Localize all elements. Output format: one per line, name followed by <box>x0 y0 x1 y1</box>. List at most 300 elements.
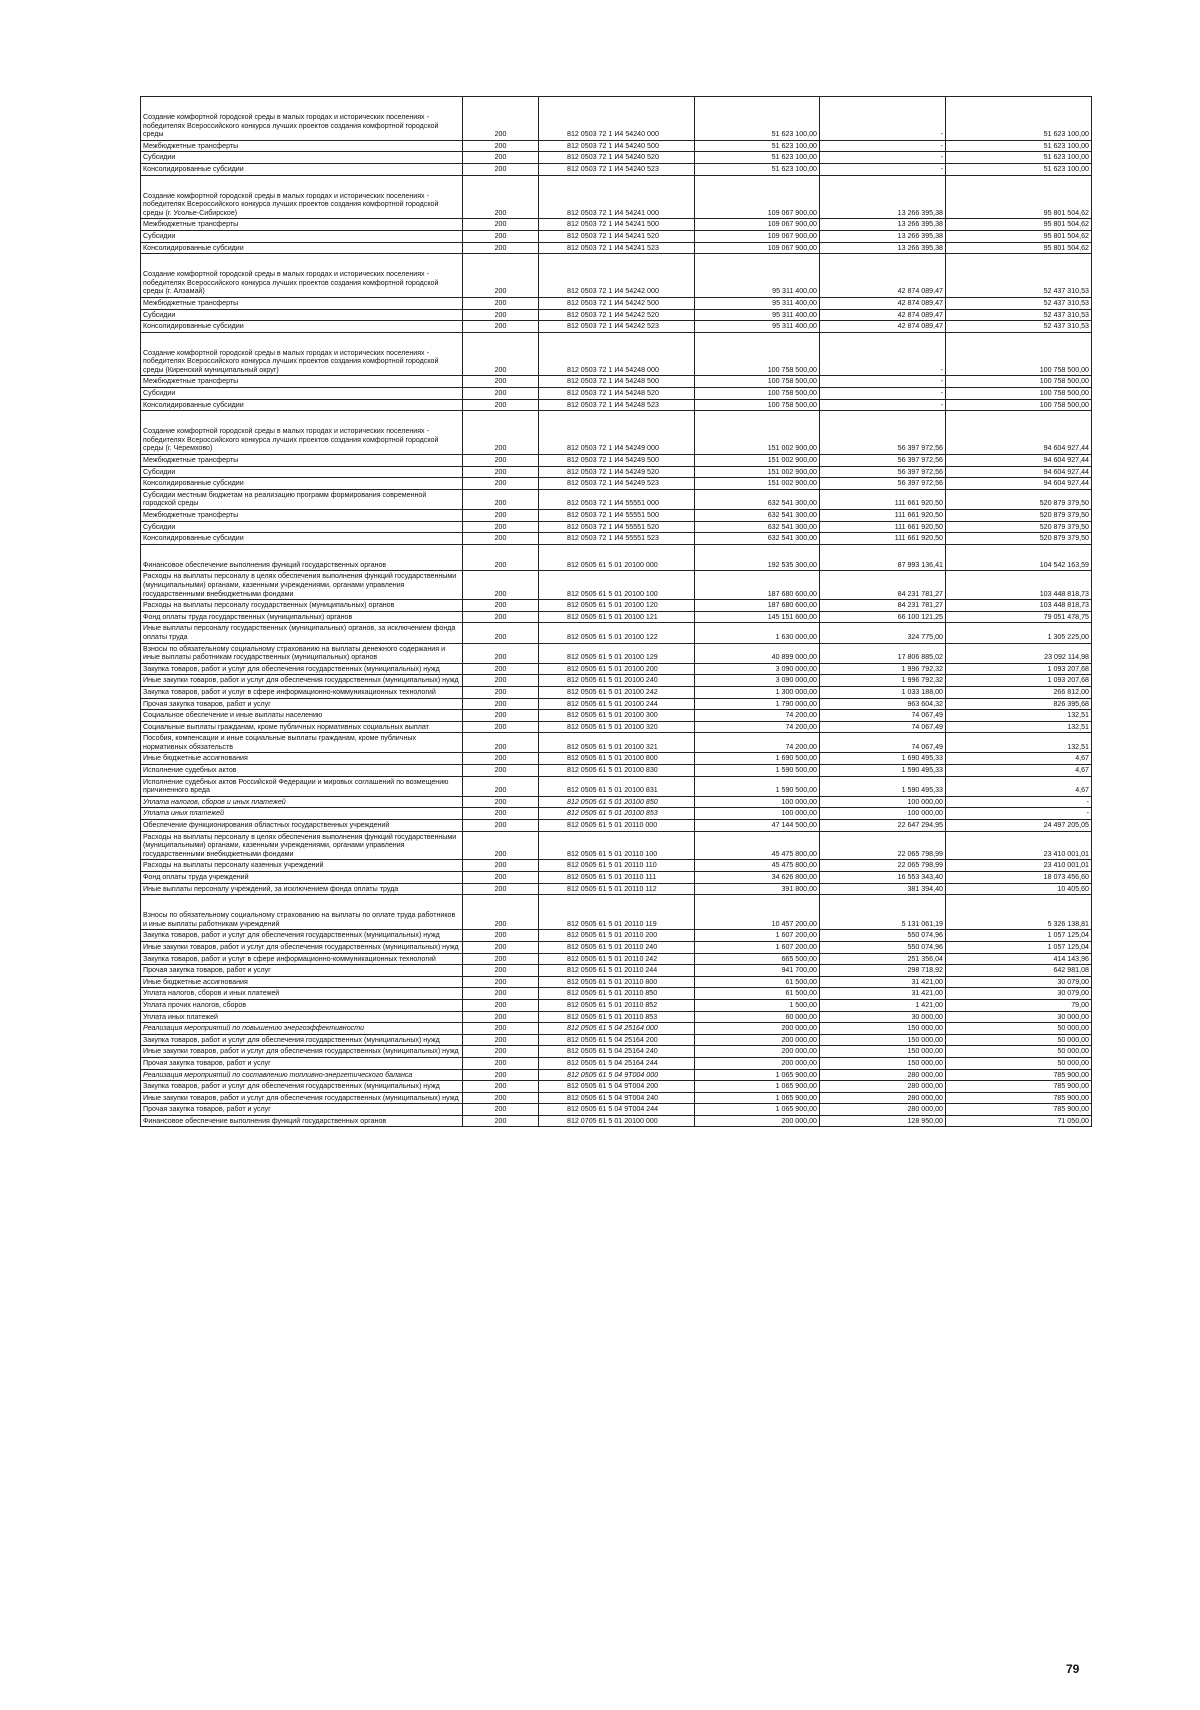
row-approved: 61 500,00 <box>695 976 820 988</box>
row-name: Создание комфортной городской среды в малых городах и исторических поселениях - победителях Всероссийского конкурса лучших проектов создания комфортной городской среды (г. Черемхово) <box>141 411 463 455</box>
row-unexecuted: 10 405,60 <box>946 883 1092 895</box>
row-name: Субсидии <box>141 521 463 533</box>
row-unexecuted: 520 879 379,50 <box>946 489 1092 509</box>
row-line-code: 200 <box>463 242 539 254</box>
table-row <box>141 733 1092 753</box>
row-executed: 30 000,00 <box>820 1011 946 1023</box>
row-unexecuted: 24 497 205,05 <box>946 820 1092 832</box>
row-approved: 941 700,00 <box>695 965 820 977</box>
row-unexecuted: 50 000,00 <box>946 1023 1092 1035</box>
row-budget-code: 812 0505 61 5 04 25164 244 <box>539 1057 695 1069</box>
row-line-code: 200 <box>463 675 539 687</box>
row-approved: 151 002 900,00 <box>695 411 820 455</box>
table-row <box>141 1081 1092 1093</box>
row-budget-code: 812 0503 72 1 И4 54240 000 <box>539 97 695 141</box>
row-name: Расходы на выплаты персоналу в целях обеспечения выполнения функций государственными (муниципальными) органами, казенными учреждениями, органами управления государственными внебюджетными фондами <box>141 571 463 600</box>
row-unexecuted: 4,67 <box>946 776 1092 796</box>
row-approved: 100 758 500,00 <box>695 332 820 376</box>
row-executed: 13 266 395,38 <box>820 230 946 242</box>
row-unexecuted: 103 448 818,73 <box>946 600 1092 612</box>
row-unexecuted: 1 057 125,04 <box>946 930 1092 942</box>
row-unexecuted: 51 623 100,00 <box>946 97 1092 141</box>
row-name: Взносы по обязательному социальному страхованию на выплаты по оплате труда работников и иные выплаты работникам учреждений <box>141 895 463 930</box>
row-executed: 251 356,04 <box>820 953 946 965</box>
row-executed: 1 590 495,33 <box>820 765 946 777</box>
row-line-code: 200 <box>463 1046 539 1058</box>
row-approved: 151 002 900,00 <box>695 478 820 490</box>
row-budget-code: 812 0505 61 5 01 20110 242 <box>539 953 695 965</box>
row-unexecuted: 104 542 163,59 <box>946 544 1092 571</box>
row-unexecuted: 30 079,00 <box>946 976 1092 988</box>
row-approved: 95 311 400,00 <box>695 297 820 309</box>
row-unexecuted: 785 900,00 <box>946 1081 1092 1093</box>
row-executed: 42 874 089,47 <box>820 309 946 321</box>
table-row <box>141 411 1092 455</box>
row-name: Прочая закупка товаров, работ и услуг <box>141 1104 463 1116</box>
row-unexecuted: 1 305 225,00 <box>946 623 1092 643</box>
row-approved: 10 457 200,00 <box>695 895 820 930</box>
row-name: Социальные выплаты гражданам, кроме публичных нормативных социальных выплат <box>141 721 463 733</box>
row-name: Обеспечение функционирования областных государственных учреждений <box>141 820 463 832</box>
row-budget-code: 812 0505 61 5 01 20100 800 <box>539 753 695 765</box>
table-row <box>141 321 1092 333</box>
row-budget-code: 812 0505 61 5 04 9Т004 000 <box>539 1069 695 1081</box>
row-budget-code: 812 0503 72 1 И4 54242 523 <box>539 321 695 333</box>
row-budget-code: 812 0705 61 5 01 20100 000 <box>539 1115 695 1127</box>
row-unexecuted: 94 604 927,44 <box>946 478 1092 490</box>
row-unexecuted: 50 000,00 <box>946 1057 1092 1069</box>
row-approved: 200 000,00 <box>695 1023 820 1035</box>
table-row <box>141 140 1092 152</box>
row-budget-code: 812 0505 61 5 01 20110 112 <box>539 883 695 895</box>
row-unexecuted: 50 000,00 <box>946 1046 1092 1058</box>
row-name: Консолидированные субсидии <box>141 533 463 545</box>
row-line-code: 200 <box>463 466 539 478</box>
row-executed: - <box>820 388 946 400</box>
row-approved: 1 790 000,00 <box>695 698 820 710</box>
row-name: Фонд оплаты труда государственных (муниципальных) органов <box>141 611 463 623</box>
row-name: Уплата налогов, сборов и иных платежей <box>141 988 463 1000</box>
row-line-code: 200 <box>463 860 539 872</box>
row-name: Консолидированные субсидии <box>141 478 463 490</box>
row-unexecuted: 1 093 207,68 <box>946 675 1092 687</box>
row-budget-code: 812 0503 72 1 И4 54248 523 <box>539 399 695 411</box>
row-budget-code: 812 0505 61 5 01 20100 122 <box>539 623 695 643</box>
row-approved: 1 065 900,00 <box>695 1081 820 1093</box>
row-name: Уплата иных платежей <box>141 808 463 820</box>
row-executed: - <box>820 399 946 411</box>
row-line-code: 200 <box>463 376 539 388</box>
row-line-code: 200 <box>463 297 539 309</box>
table-row <box>141 297 1092 309</box>
row-executed: 111 661 920,50 <box>820 521 946 533</box>
table-body <box>141 97 1092 1127</box>
row-approved: 51 623 100,00 <box>695 140 820 152</box>
row-budget-code: 812 0505 61 5 01 20110 111 <box>539 872 695 884</box>
row-line-code: 200 <box>463 721 539 733</box>
row-budget-code: 812 0503 72 1 И4 54248 520 <box>539 388 695 400</box>
row-approved: 74 200,00 <box>695 733 820 753</box>
row-approved: 3 090 000,00 <box>695 675 820 687</box>
row-executed: 56 397 972,56 <box>820 478 946 490</box>
row-line-code: 200 <box>463 533 539 545</box>
row-approved: 74 200,00 <box>695 721 820 733</box>
row-executed: 42 874 089,47 <box>820 297 946 309</box>
table-row <box>141 808 1092 820</box>
row-line-code: 200 <box>463 831 539 860</box>
row-approved: 1 607 200,00 <box>695 941 820 953</box>
table-row <box>141 533 1092 545</box>
row-name: Создание комфортной городской среды в малых городах и исторических поселениях - победителях Всероссийского конкурса лучших проектов создания комфортной городской среды (г. Усолье-Сибирское) <box>141 175 463 219</box>
row-approved: 1 690 500,00 <box>695 753 820 765</box>
row-line-code: 200 <box>463 309 539 321</box>
table-row <box>141 643 1092 663</box>
row-line-code: 200 <box>463 521 539 533</box>
row-line-code: 200 <box>463 623 539 643</box>
row-unexecuted: - <box>946 808 1092 820</box>
row-line-code: 200 <box>463 1115 539 1127</box>
row-budget-code: 812 0505 61 5 01 20110 110 <box>539 860 695 872</box>
row-unexecuted: 4,67 <box>946 765 1092 777</box>
row-executed: 963 604,32 <box>820 698 946 710</box>
row-budget-code: 812 0503 72 1 И4 54249 523 <box>539 478 695 490</box>
table-row <box>141 796 1092 808</box>
row-approved: 100 758 500,00 <box>695 399 820 411</box>
row-line-code: 200 <box>463 753 539 765</box>
row-name: Межбюджетные трансферты <box>141 297 463 309</box>
row-approved: 109 067 900,00 <box>695 242 820 254</box>
row-executed: 128 950,00 <box>820 1115 946 1127</box>
table-row <box>141 1011 1092 1023</box>
row-executed: - <box>820 140 946 152</box>
table-row <box>141 883 1092 895</box>
table-row <box>141 399 1092 411</box>
table-row <box>141 686 1092 698</box>
row-unexecuted: 5 326 138,81 <box>946 895 1092 930</box>
row-name: Уплата налогов, сборов и иных платежей <box>141 796 463 808</box>
row-budget-code: 812 0505 61 5 01 20110 852 <box>539 999 695 1011</box>
row-budget-code: 812 0505 61 5 01 20100 321 <box>539 733 695 753</box>
row-executed: 87 993 136,41 <box>820 544 946 571</box>
row-unexecuted: 1 093 207,68 <box>946 663 1092 675</box>
row-approved: 100 000,00 <box>695 796 820 808</box>
row-budget-code: 812 0505 61 5 01 20100 830 <box>539 765 695 777</box>
row-line-code: 200 <box>463 765 539 777</box>
row-executed: - <box>820 163 946 175</box>
table-row <box>141 242 1092 254</box>
row-unexecuted: 100 758 500,00 <box>946 388 1092 400</box>
row-budget-code: 812 0505 61 5 01 20100 121 <box>539 611 695 623</box>
row-executed: 17 806 885,02 <box>820 643 946 663</box>
row-unexecuted: 4,67 <box>946 753 1092 765</box>
row-approved: 1 065 900,00 <box>695 1104 820 1116</box>
row-name: Пособия, компенсации и иные социальные выплаты гражданам, кроме публичных нормативных обязательств <box>141 733 463 753</box>
row-approved: 1 630 000,00 <box>695 623 820 643</box>
row-budget-code: 812 0505 61 5 01 20100 850 <box>539 796 695 808</box>
row-budget-code: 812 0505 61 5 04 25164 240 <box>539 1046 695 1058</box>
row-executed: 324 775,00 <box>820 623 946 643</box>
row-name: Межбюджетные трансферты <box>141 455 463 467</box>
row-unexecuted: 1 057 125,04 <box>946 941 1092 953</box>
table-row <box>141 1092 1092 1104</box>
row-executed: 550 074,96 <box>820 930 946 942</box>
row-line-code: 200 <box>463 97 539 141</box>
row-name: Реализация мероприятий по повышению энергоэффективности <box>141 1023 463 1035</box>
table-row <box>141 895 1092 930</box>
table-row <box>141 872 1092 884</box>
row-unexecuted: 95 801 504,62 <box>946 242 1092 254</box>
row-budget-code: 812 0505 61 5 01 20110 853 <box>539 1011 695 1023</box>
row-budget-code: 812 0503 72 1 И4 54242 500 <box>539 297 695 309</box>
row-unexecuted: 23 410 001,01 <box>946 860 1092 872</box>
row-executed: 31 421,00 <box>820 976 946 988</box>
row-unexecuted: 94 604 927,44 <box>946 466 1092 478</box>
row-executed: 280 000,00 <box>820 1069 946 1081</box>
table-row <box>141 376 1092 388</box>
row-unexecuted: 100 758 500,00 <box>946 399 1092 411</box>
table-row <box>141 219 1092 231</box>
row-name: Взносы по обязательному социальному страхованию на выплаты денежного содержания и иные выплаты работникам государственных (муниципальных) органов <box>141 643 463 663</box>
row-unexecuted: 71 050,00 <box>946 1115 1092 1127</box>
row-approved: 95 311 400,00 <box>695 321 820 333</box>
row-unexecuted: 51 623 100,00 <box>946 163 1092 175</box>
table-row <box>141 254 1092 298</box>
row-line-code: 200 <box>463 455 539 467</box>
table-row <box>141 698 1092 710</box>
row-executed: 111 661 920,50 <box>820 489 946 509</box>
row-executed: 150 000,00 <box>820 1034 946 1046</box>
row-executed: 150 000,00 <box>820 1046 946 1058</box>
table-row <box>141 753 1092 765</box>
row-budget-code: 812 0505 61 5 01 20100 120 <box>539 600 695 612</box>
row-approved: 45 475 800,00 <box>695 860 820 872</box>
row-name: Иные закупки товаров, работ и услуг для обеспечения государственных (муниципальных) нужд <box>141 675 463 687</box>
table-row <box>141 600 1092 612</box>
row-approved: 1 065 900,00 <box>695 1092 820 1104</box>
row-line-code: 200 <box>463 808 539 820</box>
row-unexecuted: 52 437 310,53 <box>946 321 1092 333</box>
row-line-code: 200 <box>463 776 539 796</box>
table-row <box>141 999 1092 1011</box>
row-budget-code: 812 0505 61 5 04 9Т004 240 <box>539 1092 695 1104</box>
row-budget-code: 812 0505 61 5 01 20100 129 <box>539 643 695 663</box>
row-approved: 100 758 500,00 <box>695 376 820 388</box>
row-approved: 200 000,00 <box>695 1115 820 1127</box>
table-row <box>141 332 1092 376</box>
row-executed: 111 661 920,50 <box>820 533 946 545</box>
row-budget-code: 812 0505 61 5 01 20100 320 <box>539 721 695 733</box>
row-approved: 632 541 300,00 <box>695 521 820 533</box>
row-budget-code: 812 0505 61 5 01 20100 100 <box>539 571 695 600</box>
row-executed: 100 000,00 <box>820 796 946 808</box>
table-row <box>141 663 1092 675</box>
row-name: Закупка товаров, работ и услуг для обеспечения государственных (муниципальных) нужд <box>141 1081 463 1093</box>
row-budget-code: 812 0505 61 5 01 20100 200 <box>539 663 695 675</box>
row-line-code: 200 <box>463 1011 539 1023</box>
row-line-code: 200 <box>463 230 539 242</box>
row-executed: 22 065 798,99 <box>820 831 946 860</box>
row-approved: 45 475 800,00 <box>695 831 820 860</box>
row-approved: 665 500,00 <box>695 953 820 965</box>
row-budget-code: 812 0503 72 1 И4 54249 000 <box>539 411 695 455</box>
table-row <box>141 466 1092 478</box>
row-budget-code: 812 0503 72 1 И4 54249 500 <box>539 455 695 467</box>
row-executed: 66 100 121,25 <box>820 611 946 623</box>
row-line-code: 200 <box>463 930 539 942</box>
row-budget-code: 812 0505 61 5 01 20100 300 <box>539 710 695 722</box>
row-unexecuted: 18 073 456,60 <box>946 872 1092 884</box>
row-unexecuted: 51 623 100,00 <box>946 140 1092 152</box>
row-executed: 298 718,92 <box>820 965 946 977</box>
row-approved: 34 626 800,00 <box>695 872 820 884</box>
row-executed: 150 000,00 <box>820 1023 946 1035</box>
table-row <box>141 544 1092 571</box>
row-approved: 109 067 900,00 <box>695 230 820 242</box>
table-row <box>141 988 1092 1000</box>
row-approved: 95 311 400,00 <box>695 254 820 298</box>
row-name: Иные бюджетные ассигнования <box>141 753 463 765</box>
row-unexecuted: 52 437 310,53 <box>946 297 1092 309</box>
row-name: Иные закупки товаров, работ и услуг для обеспечения государственных (муниципальных) нужд <box>141 1046 463 1058</box>
row-approved: 200 000,00 <box>695 1057 820 1069</box>
row-unexecuted: 95 801 504,62 <box>946 219 1092 231</box>
row-line-code: 200 <box>463 872 539 884</box>
row-approved: 100 758 500,00 <box>695 388 820 400</box>
row-approved: 151 002 900,00 <box>695 455 820 467</box>
row-line-code: 200 <box>463 883 539 895</box>
row-executed: 42 874 089,47 <box>820 321 946 333</box>
table-row <box>141 1046 1092 1058</box>
table-row <box>141 489 1092 509</box>
row-approved: 187 680 600,00 <box>695 571 820 600</box>
row-name: Иные закупки товаров, работ и услуг для обеспечения государственных (муниципальных) нужд <box>141 1092 463 1104</box>
row-executed: 1 996 792,32 <box>820 663 946 675</box>
row-approved: 632 541 300,00 <box>695 489 820 509</box>
row-unexecuted: 100 758 500,00 <box>946 332 1092 376</box>
row-approved: 60 000,00 <box>695 1011 820 1023</box>
row-line-code: 200 <box>463 643 539 663</box>
row-name: Субсидии <box>141 152 463 164</box>
row-line-code: 200 <box>463 321 539 333</box>
row-executed: 16 553 343,40 <box>820 872 946 884</box>
table-row <box>141 776 1092 796</box>
table-row <box>141 175 1092 219</box>
row-name: Закупка товаров, работ и услуг для обеспечения государственных (муниципальных) нужд <box>141 930 463 942</box>
row-executed: 550 074,96 <box>820 941 946 953</box>
row-name: Расходы на выплаты персоналу казенных учреждений <box>141 860 463 872</box>
row-unexecuted: 266 812,00 <box>946 686 1092 698</box>
row-budget-code: 812 0505 61 5 01 20100 853 <box>539 808 695 820</box>
row-unexecuted: 95 801 504,62 <box>946 175 1092 219</box>
row-executed: 74 067,49 <box>820 721 946 733</box>
row-name: Создание комфортной городской среды в малых городах и исторических поселениях - победителях Всероссийского конкурса лучших проектов создания комфортной городской среды (Киренский муниципальный округ) <box>141 332 463 376</box>
row-line-code: 200 <box>463 510 539 522</box>
row-budget-code: 812 0505 61 5 01 20110 000 <box>539 820 695 832</box>
row-approved: 3 090 000,00 <box>695 663 820 675</box>
row-approved: 151 002 900,00 <box>695 466 820 478</box>
row-executed: 100 000,00 <box>820 808 946 820</box>
row-approved: 109 067 900,00 <box>695 175 820 219</box>
row-line-code: 200 <box>463 1104 539 1116</box>
page-number: 79 <box>1066 1662 1080 1676</box>
row-line-code: 200 <box>463 571 539 600</box>
table-row <box>141 765 1092 777</box>
row-unexecuted: 79,00 <box>946 999 1092 1011</box>
table-row <box>141 163 1092 175</box>
table-row <box>141 953 1092 965</box>
row-executed: 5 131 061,19 <box>820 895 946 930</box>
row-unexecuted: 95 801 504,62 <box>946 230 1092 242</box>
row-name: Создание комфортной городской среды в малых городах и исторических поселениях - победителях Всероссийского конкурса лучших проектов создания комфортной городской среды <box>141 97 463 141</box>
row-unexecuted: 103 448 818,73 <box>946 571 1092 600</box>
table-row <box>141 1104 1092 1116</box>
row-name: Иные бюджетные ассигнования <box>141 976 463 988</box>
row-line-code: 200 <box>463 1023 539 1035</box>
row-executed: 13 266 395,38 <box>820 219 946 231</box>
row-executed: 13 266 395,38 <box>820 242 946 254</box>
row-executed: 74 067,49 <box>820 710 946 722</box>
row-approved: 200 000,00 <box>695 1046 820 1058</box>
row-approved: 40 899 000,00 <box>695 643 820 663</box>
table-row <box>141 478 1092 490</box>
row-approved: 1 590 500,00 <box>695 765 820 777</box>
row-line-code: 200 <box>463 411 539 455</box>
row-budget-code: 812 0505 61 5 04 9Т004 200 <box>539 1081 695 1093</box>
row-executed: 280 000,00 <box>820 1104 946 1116</box>
row-approved: 1 300 000,00 <box>695 686 820 698</box>
row-name: Межбюджетные трансферты <box>141 376 463 388</box>
row-line-code: 200 <box>463 1034 539 1046</box>
table-row <box>141 930 1092 942</box>
row-executed: 84 231 781,27 <box>820 600 946 612</box>
row-budget-code: 812 0505 61 5 01 20110 850 <box>539 988 695 1000</box>
row-name: Закупка товаров, работ и услуг для обеспечения государственных (муниципальных) нужд <box>141 663 463 675</box>
row-name: Субсидии <box>141 230 463 242</box>
row-unexecuted: 52 437 310,53 <box>946 309 1092 321</box>
row-name: Консолидированные субсидии <box>141 321 463 333</box>
row-budget-code: 812 0505 61 5 01 20110 800 <box>539 976 695 988</box>
row-approved: 109 067 900,00 <box>695 219 820 231</box>
row-line-code: 200 <box>463 820 539 832</box>
row-executed: 1 590 495,33 <box>820 776 946 796</box>
row-budget-code: 812 0503 72 1 И4 55551 500 <box>539 510 695 522</box>
row-executed: - <box>820 332 946 376</box>
row-budget-code: 812 0503 72 1 И4 55551 523 <box>539 533 695 545</box>
row-budget-code: 812 0505 61 5 01 20100 242 <box>539 686 695 698</box>
table-row <box>141 455 1092 467</box>
row-unexecuted: 132,51 <box>946 733 1092 753</box>
row-approved: 47 144 500,00 <box>695 820 820 832</box>
row-budget-code: 812 0505 61 5 04 9Т004 244 <box>539 1104 695 1116</box>
row-name: Уплата прочих налогов, сборов <box>141 999 463 1011</box>
row-executed: 1 996 792,32 <box>820 675 946 687</box>
row-executed: 74 067,49 <box>820 733 946 753</box>
row-executed: 111 661 920,50 <box>820 510 946 522</box>
table-row <box>141 388 1092 400</box>
row-name: Прочая закупка товаров, работ и услуг <box>141 1057 463 1069</box>
row-line-code: 200 <box>463 663 539 675</box>
row-budget-code: 812 0505 61 5 01 20100 244 <box>539 698 695 710</box>
table-row <box>141 675 1092 687</box>
row-executed: 56 397 972,56 <box>820 466 946 478</box>
row-line-code: 200 <box>463 1081 539 1093</box>
row-line-code: 200 <box>463 1057 539 1069</box>
table-row <box>141 1069 1092 1081</box>
row-name: Субсидии местным бюджетам на реализацию программ формирования современной городской среды <box>141 489 463 509</box>
row-unexecuted: 642 981,08 <box>946 965 1092 977</box>
table-row <box>141 611 1092 623</box>
row-line-code: 200 <box>463 895 539 930</box>
